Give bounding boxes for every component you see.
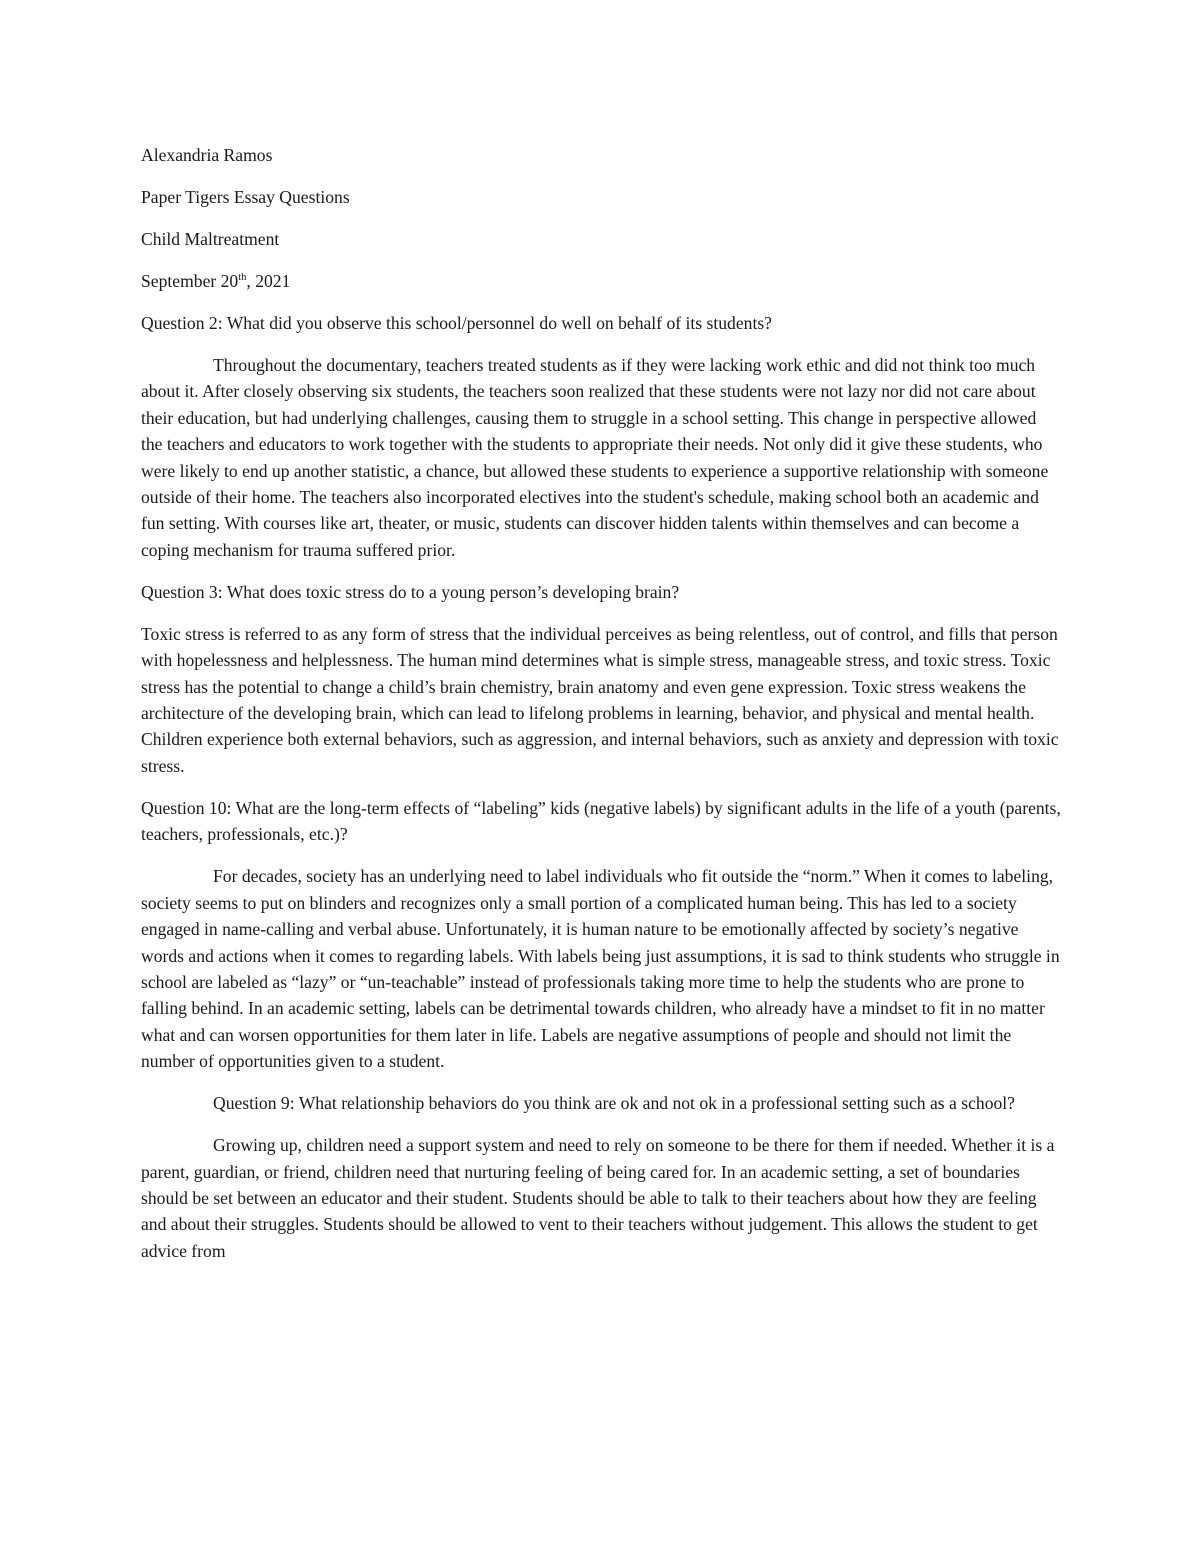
question-9: Question 9: What relationship behaviors do you think are ok and not ok in a professional setting such as a school?: [213, 1093, 1015, 1114]
question-3: Question 3: What does toxic stress do to a young person’s developing brain?: [141, 581, 680, 602]
document-body: [141, 142, 1061, 1280]
answer-9: Growing up, children need a support system and need to rely on someone to be there for them if needed. Whether it is a parent, guardian, or friend, children need that nurturing feeling of being cared for. In an academic setting, a set of boundaries should be set between an educator and their student. Students should be able to talk to their teachers about how they are feeling and about their struggles. Students should be allowed to vent to their teachers without judgement. This allows the student to get advice from: [141, 1135, 1055, 1261]
question-2: Question 2: What did you observe this school/personnel do well on behalf of its students?: [141, 313, 772, 333]
assignment-title: Paper Tigers Essay Questions: [141, 187, 350, 207]
date-year: , 2021: [246, 271, 291, 291]
answer-2: Throughout the documentary, teachers treated students as if they were lacking work ethic and did not think too much about it. After closely observing six students, the teachers soon realized that these students were not lazy nor did not care about their education, but had underlying challenges, causing them to struggle in a school setting. This change in perspective allowed the teachers and educators to work together with the students to appropriate their needs. Not only did it give these students, who were likely to end up another statistic, a chance, but allowed these students to experience a supportive relationship with someone outside of their home. The teachers also incorporated electives into the student's schedule, making school both an academic and fun setting. With courses like art, theater, or music, students can discover hidden talents within themselves and can become a coping mechanism for trauma suffered prior.: [141, 355, 1049, 560]
course-name: Child Maltreatment: [141, 229, 280, 249]
answer-3: Toxic stress is referred to as any form of stress that the individual perceives as being relentless, out of control, and fills that person with hopelessness and helplessness. The human mind determines what is simple stress, manageable stress, and toxic stress. Toxic stress has the potential to change a child’s brain chemistry, brain anatomy and even gene expression. Toxic stress weakens the architecture of the developing brain, which can lead to lifelong problems in learning, behavior, and physical and mental health. Children experience both external behaviors, such as aggression, and internal behaviors, such as anxiety and depression with toxic stress.: [141, 623, 1059, 776]
author-name: Alexandria Ramos: [141, 145, 273, 165]
date-ordinal-suffix: th: [238, 272, 247, 284]
document-date: [141, 268, 1061, 294]
answer-10: For decades, society has an underlying need to label individuals who fit outside the “norm.” When it comes to labeling, society seems to put on blinders and recognizes only a small portion of a complicated human being. This has led to a society engaged in name-calling and verbal abuse. Unfortunately, it is human nature to be emotionally affected by society’s negative words and actions when it comes to regarding labels. With labels being just assumptions, it is sad to think students who struggle in school are labeled as “lazy” or “un-teachable” instead of professionals taking more time to help the students who are prone to falling behind. In an academic setting, labels can be detrimental towards children, who already have a mindset to fit in no matter what and can worsen opportunities for them later in life. Labels are negative assumptions of people and should not limit the number of opportunities given to a student.: [141, 866, 1060, 1072]
date-month-day: September 20: [141, 271, 239, 291]
question-10: Question 10: What are the long-term effects of “labeling” kids (negative labels) by significant adults in the life of a youth (parents, teachers, professionals, etc.)?: [141, 797, 1061, 845]
